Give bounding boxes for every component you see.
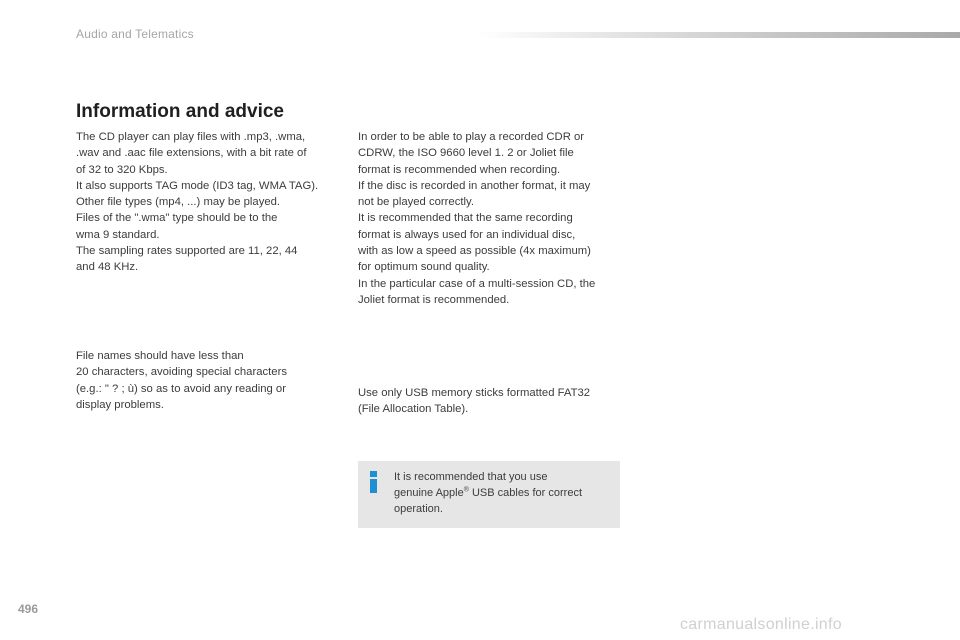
header-title: Audio and Telematics: [76, 27, 194, 41]
text-line: for optimum sound quality.: [358, 261, 490, 274]
text-line: File names should have less than: [76, 350, 244, 362]
text-line: not be played correctly.: [358, 196, 474, 209]
text-line: of 32 to 320 Kbps.: [76, 163, 168, 176]
text-line: genuine Apple® USB cables for correct: [394, 486, 582, 499]
cd-formats-paragraph: [76, 129, 318, 276]
text-line: display problems.: [76, 398, 164, 411]
text-line: format is recommended when recording.: [358, 163, 561, 176]
text-line: The CD player can play files with .mp3, .wma,: [76, 131, 306, 143]
text-line: .wav and .aac file extensions, with a bit rate of: [76, 147, 307, 160]
text-line: Joliet format is recommended.: [358, 293, 510, 306]
text-line: format is always used for an individual disc,: [358, 228, 576, 241]
text-line: (File Allocation Table).: [358, 403, 469, 416]
cdr-recording-paragraph: [358, 129, 595, 308]
text-line: In the particular case of a multi-session CD, the: [358, 277, 596, 290]
text-line: Other file types (mp4, ...) may be played.: [76, 196, 281, 209]
text-line: with as low a speed as possible (4x maximum): [358, 245, 591, 258]
text-line: wma 9 standard.: [76, 228, 160, 241]
text-line: The sampling rates supported are 11, 22, 44: [76, 245, 298, 258]
text-line: and 48 KHz.: [76, 261, 139, 274]
info-note-box: [358, 461, 620, 528]
usb-format-paragraph: [358, 385, 590, 418]
text-line: It also supports TAG mode (ID3 tag, WMA TAG).: [76, 179, 319, 192]
text-line: (e.g.: " ? ; ù) so as to avoid any reading or: [76, 382, 286, 395]
text-line: In order to be able to play a recorded CDR or: [358, 131, 585, 143]
section-title: Information and advice: [76, 101, 284, 122]
text-line: If the disc is recorded in another format, it may: [358, 179, 591, 192]
page-number: 496: [18, 602, 39, 616]
file-names-paragraph: [76, 348, 287, 413]
text-line: It is recommended that the same recording: [358, 212, 573, 225]
text-line: It is recommended that you use: [394, 471, 548, 483]
info-icon: [368, 471, 380, 493]
info-note-text: [394, 469, 582, 517]
text-line: 20 characters, avoiding special characters: [76, 366, 287, 379]
text-line: operation.: [394, 503, 443, 515]
header-divider-bar: [478, 32, 960, 38]
watermark: carmanualsonline.info: [680, 616, 842, 633]
text-line: Use only USB memory sticks formatted FAT32: [358, 387, 591, 399]
text-line: CDRW, the ISO 9660 level 1. 2 or Joliet file: [358, 147, 574, 160]
text-line: Files of the ".wma" type should be to the: [76, 212, 278, 225]
